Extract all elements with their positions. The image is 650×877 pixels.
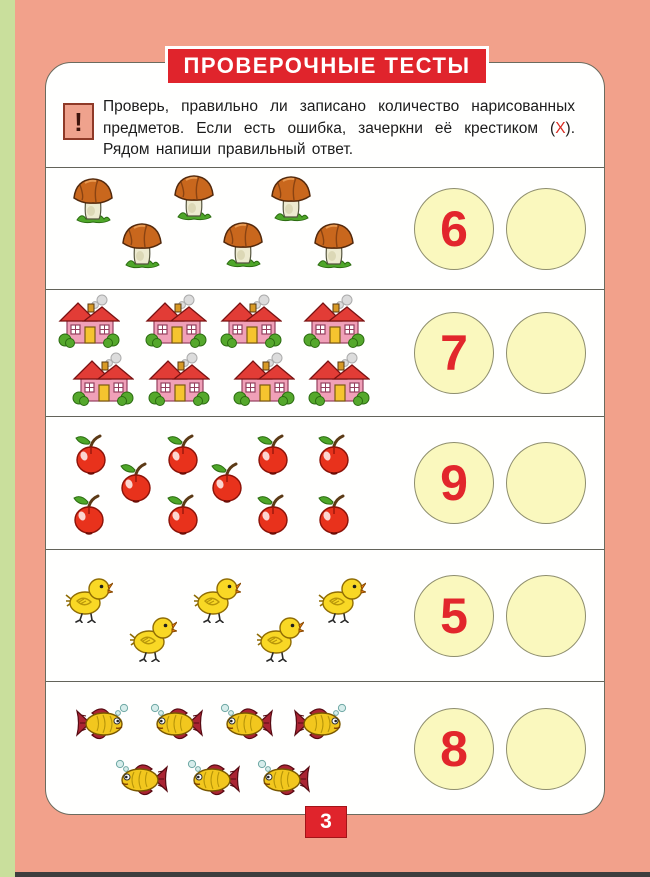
house-icon bbox=[72, 352, 134, 408]
apple-icon bbox=[118, 461, 154, 503]
empty-answer-circle[interactable] bbox=[506, 708, 586, 790]
fish-icon bbox=[256, 758, 310, 800]
task-rows bbox=[46, 63, 604, 814]
page-title: ПРОВЕРОЧНЫЕ ТЕСТЫ bbox=[183, 53, 471, 78]
task-row-apples bbox=[46, 416, 604, 549]
task-row-mushrooms bbox=[46, 167, 604, 289]
fish-icon bbox=[114, 758, 168, 800]
printed-answer-circle bbox=[414, 188, 494, 270]
x-mark: X bbox=[555, 119, 566, 137]
mushroom-icon bbox=[268, 173, 314, 223]
task-row-houses bbox=[46, 289, 604, 416]
exclamation-glyph: ! bbox=[74, 106, 83, 137]
empty-answer-circle[interactable] bbox=[506, 442, 586, 524]
printed-answer-circle bbox=[414, 575, 494, 657]
printed-answer-circle bbox=[414, 442, 494, 524]
apple-icon bbox=[71, 493, 107, 535]
house-icon bbox=[220, 294, 282, 350]
chick-icon bbox=[256, 614, 304, 662]
task-row-fish bbox=[46, 681, 604, 816]
house-icon bbox=[145, 294, 207, 350]
printed-answer-circle bbox=[414, 312, 494, 394]
printed-number: 5 bbox=[440, 587, 468, 644]
empty-answer-circle[interactable] bbox=[506, 312, 586, 394]
fish-icon bbox=[149, 702, 203, 744]
mushroom-icon bbox=[311, 220, 357, 270]
apple-icon bbox=[255, 493, 291, 535]
apple-icon bbox=[209, 461, 245, 503]
fish-icon bbox=[76, 702, 130, 744]
mushroom-icon bbox=[171, 172, 217, 222]
fish-icon bbox=[219, 702, 273, 744]
house-icon bbox=[308, 352, 370, 408]
printed-number: 7 bbox=[440, 325, 468, 381]
house-icon bbox=[58, 294, 120, 350]
printed-number: 8 bbox=[440, 721, 468, 777]
instruction-before: Проверь, правильно ли записано количество нарисованных предметов. Если есть ошибка, зачеркни её крестиком ( bbox=[103, 98, 575, 137]
instruction-after: ). Рядом напиши правильный ответ. bbox=[103, 119, 575, 158]
apple-icon bbox=[165, 493, 201, 535]
apple-icon bbox=[316, 433, 352, 475]
fish-icon bbox=[186, 758, 240, 800]
task-row-chicks bbox=[46, 549, 604, 681]
apple-icon bbox=[73, 433, 109, 475]
worksheet-card bbox=[45, 62, 605, 815]
chick-icon bbox=[318, 575, 366, 623]
empty-answer-circle[interactable] bbox=[506, 575, 586, 657]
page-bottom-shadow bbox=[15, 872, 650, 877]
printed-number: 9 bbox=[440, 455, 468, 511]
chick-icon bbox=[193, 575, 241, 623]
apple-icon bbox=[255, 433, 291, 475]
chick-icon bbox=[129, 614, 177, 662]
apple-icon bbox=[316, 493, 352, 535]
mushroom-icon bbox=[220, 219, 266, 269]
mushroom-icon bbox=[119, 220, 165, 270]
page-number-tab bbox=[305, 806, 347, 838]
page-number: 3 bbox=[320, 810, 332, 833]
chick-icon bbox=[65, 575, 113, 623]
mushroom-icon bbox=[70, 175, 116, 225]
house-icon bbox=[233, 352, 295, 408]
printed-number: 6 bbox=[440, 200, 468, 257]
house-icon bbox=[303, 294, 365, 350]
empty-answer-circle[interactable] bbox=[506, 188, 586, 270]
apple-icon bbox=[165, 433, 201, 475]
printed-answer-circle bbox=[414, 708, 494, 790]
title-banner bbox=[165, 46, 489, 86]
page-edge-strip bbox=[0, 0, 15, 877]
house-icon bbox=[148, 352, 210, 408]
fish-icon bbox=[294, 702, 348, 744]
